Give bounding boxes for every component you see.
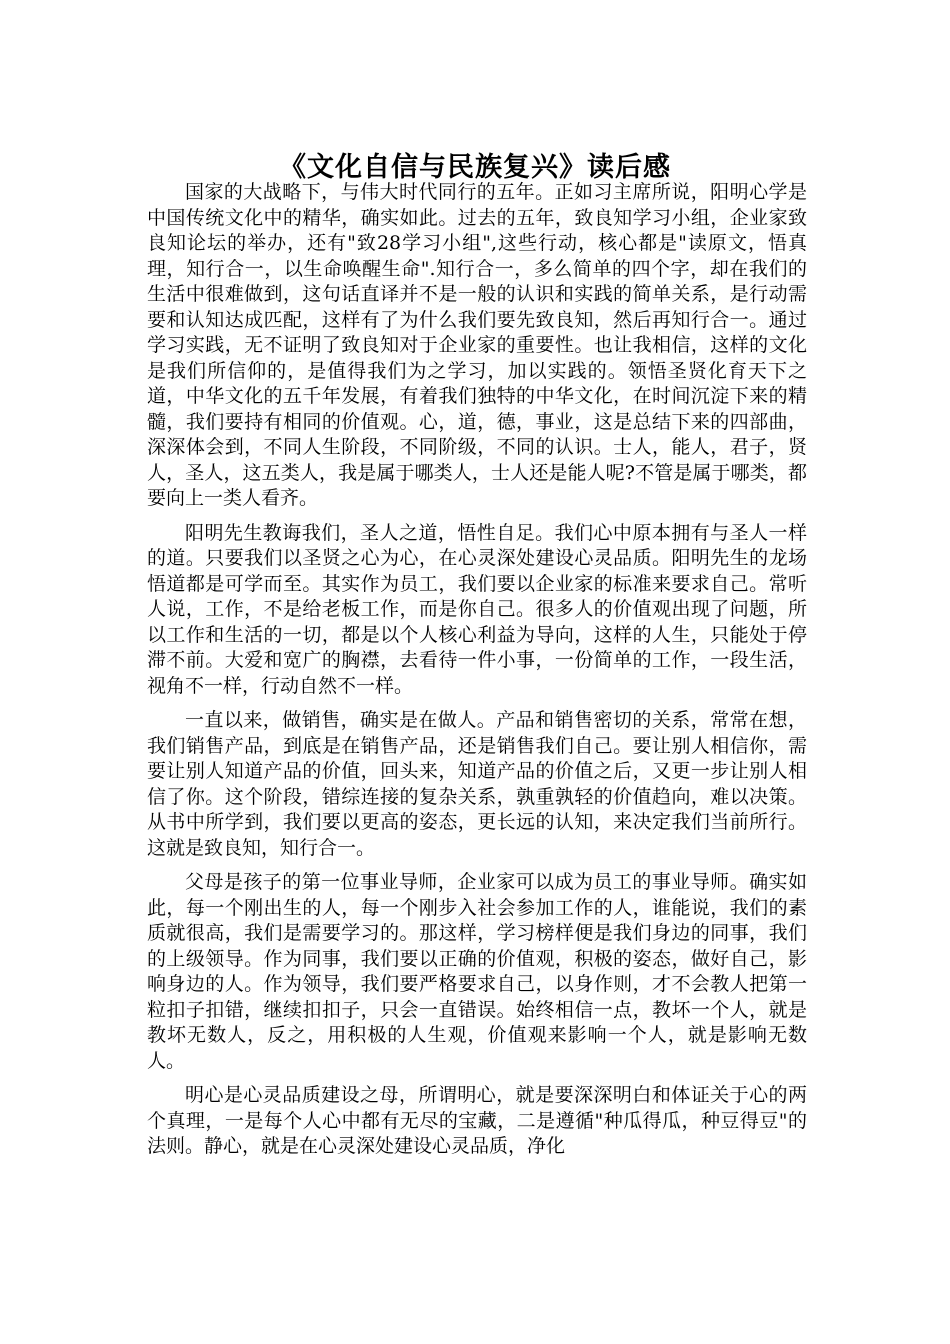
paragraph: 父母是孩子的第一位事业导师，企业家可以成为员工的事业导师。确实如此，每一个刚出生的人，每一个刚步入社会参加工作的人，谁能说，我们的素质就很高，我们是需要学习的。那这样，学习榜样便是我们身边的同事，我们的上级领导。作为同事，我们要以正确的价值观，积极的姿态，做好自己，影响身边的人。作为领导，我们要严格要求自己，以身作则，才不会教人把第一粒扣子扣错，继续扣扣子，只会一直错误。始终相信一点，教坏一个人，就是教坏无数人，反之，用积极的人生观，价值观来影响一个人，就是影响无数人。: [147, 871, 807, 1072]
paragraph: 阳明先生教诲我们，圣人之道，悟性自足。我们心中原本拥有与圣人一样的道。只要我们以圣贤之心为心，在心灵深处建设心灵品质。阳明先生的龙场悟道都是可学而至。其实作为员工，我们要以企业家的标准来要求自己。常听人说，工作，不是给老板工作，而是你自己。很多人的价值观出现了问题，所以工作和生活的一切，都是以个人核心利益为导向，这样的人生，只能处于停滞不前。大爱和宽广的胸襟，去看待一件小事，一份简单的工作，一段生活，视角不一样，行动自然不一样。: [147, 521, 807, 697]
paragraph: 明心是心灵品质建设之母，所谓明心，就是要深深明白和体证关于心的两个真理，一是每个人心中都有无尽的宝藏，二是遵循"种瓜得瓜，种豆得豆"的法则。静心，就是在心灵深处建设心灵品质，净化: [147, 1084, 807, 1157]
paragraph: 一直以来，做销售，确实是在做人。产品和销售密切的关系，常常在想，我们销售产品，到底是在销售产品，还是销售我们自己。要让别人相信你，需要让别人知道产品的价值，回头来，知道产品的价值之后，又更一步让别人相信了你。这个阶段，错综连接的复杂关系，孰重孰轻的价值趋向，难以决策。从书中所学到，我们要以更高的姿态，更长远的认知，来决定我们当前所行。这就是致良知，知行合一。: [147, 709, 807, 859]
paragraph: 国家的大战略下，与伟大时代同行的五年。正如习主席所说，阳明心学是中国传统文化中的精华，确实如此。过去的五年，致良知学习小组，企业家致良知论坛的举办，还有"致28学习小组",这些行动，核心都是"读原文，悟真理，知行合一，以生命唤醒生命".知行合一，多么简单的四个字，却在我们的生活中很难做到，这句话直译并不是一般的认识和实践的简单关系，是行动需要和认知达成匹配，这样有了为什么我们要先致良知，然后再知行合一。通过学习实践，无不证明了致良知对于企业家的重要性。也让我相信，这样的文化是我们所信仰的，是值得我们为之学习，加以实践的。领悟圣贤化育天下之道，中华文化的五千年发展，有着我们独特的中华文化，在时间沉淀下来的精髓，我们要持有相同的价值观。心，道，德，事业，这是总结下来的四部曲，深深体会到，不同人生阶段，不同阶级，不同的认识。士人，能人，君子，贤人，圣人，这五类人，我是属于哪类人，士人还是能人呢?不管是属于哪类，都要向上一类人看齐。: [147, 181, 807, 509]
document-body: [147, 180, 807, 1169]
document-title: 《文化自信与民族复兴》读后感: [279, 152, 671, 184]
